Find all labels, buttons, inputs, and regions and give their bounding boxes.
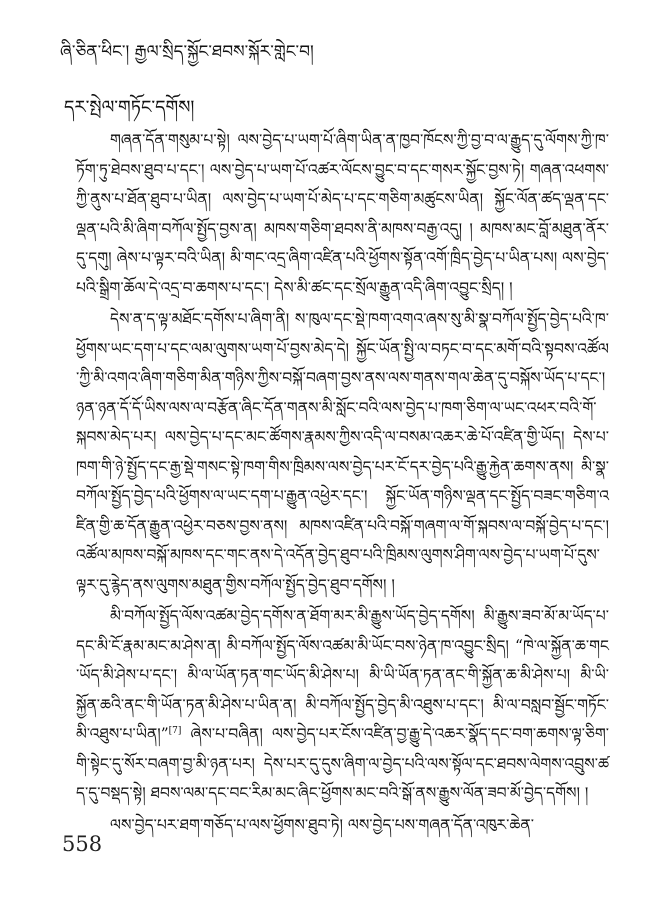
page-number: 558: [62, 832, 103, 856]
paragraph-2-text: དེས་ན་ད་ལྟ་མཐོང་དགོས་པ་ཞིག་ནི། ས་ཁུལ་དང་སྡེ་ཁག་འགའ་ཞས་སུ་མི་སྣ་བཀོལ་སྤྱོད་བྱེད་པའི་ཁ་ཕྱོགས་ཡང་དག་པ་དང་ལམ་ལུགས་ཡག་པོ་བྱས་མེད་དེ། སྐྱོང་ཡོན་སྤྱི་ལ་བཏང་བ་དང་མགོ་བའི་སྟབས་འཚོལ་ཀྱི་མི་འགའ་ཞིག་གཅིག་མིན་གཉིས་ཀྱིས་བསྐོ་བཞག་བྱས་ནས་ལས་གནས་གལ་ཆེན་དུ་བསྐོས་ཡོད་པ་དང་། ཉན་ཉན་དོ་དོ་ཡིས་ལས་ལ་བརྩོན་ཞིང་དོན་གནས་མི་སློང་བའི་ལས་བྱེད་པ་ཁག་ཅིག་ལ་ཡང་འཕར་བའི་གོ་སྐབས་མེད་པར། ལས་བྱེད་པ་དང་མང་ཚོགས་རྣམས་ཀྱིས་འདི་ལ་བསམ་འཆར་ཆེ་པོ་འཛིན་གྱི་ཡོད། དེས་པ་ཁག་གི་ཉེ་སྤྱོད་དང་རྒྱ་སྡེ་གསང་སྟེ་ཁག་གིས་ཁྲིམས་ལས་བྱེད་པར་ངོ་དར་བྱེད་པའི་རྒྱུ་རྐྱེན་ཆགས་ནས། མི་སྣ་བཀོལ་སྤྱོད་བྱེད་པའི་ཕྱོགས་ལ་ཡང་དག་པ་རྒྱུན་འཕྱེར་དང་། སྐྱོང་ཡོན་གཉིས་ལྡན་དང་སྤྱོད་བཟང་གཅིག་འཛིན་གྱི་ཆ་དོན་རྒྱུན་འཕྱེར་བཅས་བྱས་ནས། མཁས་འཛིན་པའི་བསྐོ་གཞག་ལ་གོ་སྐབས་ལ་བསྐོ་བྱེད་པ་དང་། འཚོལ་མཁས་བསྐོ་མཁས་དང་གང་ནས་དེ་འདོན་བྱེད་ཐུབ་པའི་ཁྲིམས་ལུགས་ཤིག་ལས་བྱེད་པ་ཡག་པོ་དུས་ལྟར་དུ་རྙེད་ནས་ལུགས་མཐུན་གྱིས་བཀོལ་སྤྱོད་བྱེད་ཐུབ་དགོས། །: [76, 310, 609, 594]
running-header: ཞི་ཅིན་ཕིང་། རྒྱལ་སྲིད་སྐྱོང་ཐབས་སྐོར་གླེང་བ།: [60, 42, 314, 62]
footnote-marker[interactable]: [7]: [168, 725, 182, 736]
paragraph-3-text-continued: ཞེས་པ་བཞིན། ལས་བྱེད་པར་ངོས་འཛིན་བྱ་རྒྱུ་དེ་འཆར་སྣོད་དང་བག་ཆགས་ལྟ་ཅིག་གི་སྟེང་དུ་སོར་བཞག་བྱ་མི་ཉན་པར། དེས་པར་དུ་དུས་ཞིག་ལ་བྱེད་པའི་ལས་སྟོལ་དང་ཐབས་ལེགས་འབྲུས་ཚད་དུ་བསྡད་སྟེ། ཐབས་ལམ་དང་བང་རིམ་མང་ཞིང་ཕྱོགས་མང་བའི་སྒོ་ནས་རྒྱུས་ལོན་ཟབ་མོ་བྱེད་དགོས། །: [76, 725, 609, 802]
paragraph-4: [76, 811, 609, 841]
section-heading: དར་སྤེལ་གཏོང་དགོས།: [64, 97, 195, 118]
paragraph-4-text: ལས་བྱེད་པར་ཐག་གཅོད་པ་ལས་ཕྱོགས་ཐུབ་ཏེ། ལས་བྱེད་པས་གཞན་དོན་འཁུར་ཆེན་: [110, 815, 534, 834]
body-text: [76, 126, 609, 834]
paragraph-1-text: གཞན་དོན་གསུམ་པ་སྟེ། ལས་བྱེད་པ་ཡག་པོ་ཞིག་ཡིན་ན་ཁྱབ་ཁོངས་ཀྱི་བྱ་བ་ལ་རྒྱུད་དུ་ལོགས་ཀྱི་ཁ་ཏོག་ཏུ་ཐེབས་ཐུབ་པ་དང་། ལས་བྱེད་པ་ཡག་པོ་འཚར་ལོངས་བྱུང་བ་དང་གསར་སྐྱོང་བྱས་ཏེ། གཞན་འཕགས་ཀྱི་ནུས་པ་ཐོན་ཐུབ་པ་ཡིན། ལས་བྱེད་པ་ཡག་པོ་མེད་པ་དང་གཅིག་མཚུངས་ཡིན། སྐྱོང་ལོན་ཚད་ལྡན་དང་ལྡན་པའི་མི་ཞིག་བཀོལ་སྤྱོད་བྱས་ན། མཁས་གཅིག་ཐབས་ནི་མཁས་བརྒྱ་འདུ། ། མཁས་མང་བློ་མཐུན་ནོར་དུ་དགུ། ཞེས་པ་ལྟར་བའི་ཡིན། མི་གང་འདྲ་ཞིག་འཛིན་པའི་ཕྱོགས་སྟོན་འགོ་ཁྲིད་བྱེད་པ་ཡིན་པས། ལས་བྱེད་པའི་སྒྲིག་ཆོལ་དེ་འདྲ་བ་ཆགས་པ་དང་། དེས་མི་ཚང་དང་སྲོལ་རྒྱུན་འདི་ཞིག་འབྱུང་སྲིད། །: [76, 131, 609, 297]
paragraph-1: [76, 126, 609, 303]
paragraph-3: [76, 602, 609, 809]
paragraph-3-text: མི་བཀོལ་སྤྱོད་ལོས་འཚམ་བྱེད་དགོས་ན་ཐོག་མར་མི་རྒྱུས་ཡོད་བྱེད་དགོས། མི་རྒྱུས་ཟབ་མོ་མ་ཡོད་པ་དང་མི་ངོ་རྣམ་མང་མ་ཤེས་ན། མི་བཀོལ་སྤྱོད་ལོས་འཚམ་མི་ཡོང་བས་ཉེན་ཁ་འབྱུང་སྲིད། “ཁེ་ལ་སྐྱོན་ཆ་གང་ཡོད་མི་ཤེས་པ་དང་། མི་ལ་ཡོན་ཏན་གང་ཡོད་མི་ཤེས་པ། མི་ཡི་ཡོན་ཏན་ནང་གི་སྐྱོན་ཆ་མི་ཤེས་པ། མི་ཡི་སྐྱོན་ཆའི་ནང་གི་ཡོན་ཏན་མི་ཤེས་པ་ཡིན་ན། མི་བཀོལ་སྤྱོད་བྱེད་མི་འཐུས་པ་དང་། མི་ལ་བསླབ་སྦྱོང་གཏོང་མི་འཐུས་པ་ཡིན།”: [76, 607, 609, 743]
paragraph-2: [76, 305, 609, 600]
